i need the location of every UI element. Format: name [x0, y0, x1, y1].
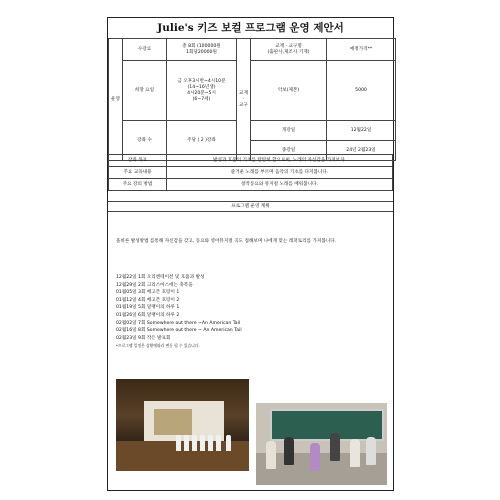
operation-section-label: 운영 [109, 39, 123, 161]
plan-intro: 올바른 발성방법 를통해 자신감을 갖고, 동요와 영어뮤지컬 곡도 접해보며 나에게 맞는 레퍼토리를 가져봅니다. [116, 239, 337, 244]
fee-label: 수강료 [123, 39, 167, 61]
schedule-item: 02월02일 7회 Somewhere out there ~An American Tail [116, 320, 241, 326]
schedule-item: 02월23일 9회 작은 발표회 [116, 335, 171, 341]
fee-value-line-2: 1회당20000원 [186, 49, 217, 55]
schedule-item: 12월22일 1회 오리엔테이션 및 호흡과 발성 [116, 275, 205, 280]
schedule-list [116, 274, 376, 350]
time-value [167, 61, 237, 121]
content-value: 즐거운 노래를 부르며 음악의 기초를 다져봅니다. [167, 167, 393, 179]
fee-value [167, 39, 237, 61]
time-value-line-1: 금 오후3시반~4시10분 [177, 78, 226, 84]
time-value-line-4: (6~7세) [192, 96, 211, 102]
start-label: 개강일 [251, 121, 327, 141]
schedule-item: 12월29일 2회 크리스마스에는 축복을 [116, 282, 193, 288]
document-title: Julie's 키즈 보컬 프로그램 운영 제안서 [108, 18, 393, 39]
time-value-line-3: 4시20분~5시 [187, 90, 216, 96]
goal-value: 발성과 호흡의 기초를 탄탄히 합으로써, 노래의 자신감을 가져보자. [167, 155, 393, 167]
plan-body [108, 230, 393, 490]
schedule-note: *프로그램 일정은 상황에따라 변동 될 수 있습니다. [116, 343, 200, 349]
method-label: 주요 강의 방법 [109, 179, 167, 191]
goal-label: 강좌 목표 [109, 155, 167, 167]
goal-table [108, 154, 393, 191]
start-value: 12월22일 [327, 121, 396, 141]
count-value: 주당 ( 2 )강좌 [167, 121, 237, 161]
schedule-item: 01월26일 6회 달팽이의 하루 2 [116, 312, 180, 318]
content-label: 주요 교육내용 [109, 167, 167, 179]
material-name: 악보(제본) [251, 61, 327, 121]
performance-photo [116, 379, 249, 471]
operation-table [108, 38, 396, 161]
price-header: 예정가격** [327, 39, 396, 61]
end-value: 24년 2월23일 [327, 141, 396, 161]
schedule-item: 01월05일 3회 배고픈 호랑이 1 [116, 290, 180, 296]
end-label: 종강일 [251, 141, 327, 161]
schedule-item: 01월19일 5회 달팽이의 하루 1 [116, 305, 180, 311]
count-label: 강좌 수 [123, 121, 167, 161]
proposal-document [107, 17, 394, 491]
time-label: 희망 요일 [123, 61, 167, 121]
schedule-item: 01월12일 4회 배고픈 호랑이 2 [116, 297, 180, 303]
classroom-photo [256, 403, 387, 485]
time-value-line-2: (14~16년생) [187, 84, 216, 90]
schedule-item: 02월16일 8회 Somewhere out there ~ An American Tail [116, 328, 242, 334]
material-header: 교재 · 교구명 (출판사,제조사 기재) [251, 39, 327, 61]
material-section-label: 교재 · 교구 [237, 39, 251, 161]
plan-header: 프로그램 운영 계획 [108, 201, 393, 212]
fee-value-line-1: 총 8회 (100000원 [182, 43, 221, 49]
method-value: 창작동요와 뮤지컬 노래를 배워봅니다. [167, 179, 393, 191]
material-price: 5000 [327, 61, 396, 121]
